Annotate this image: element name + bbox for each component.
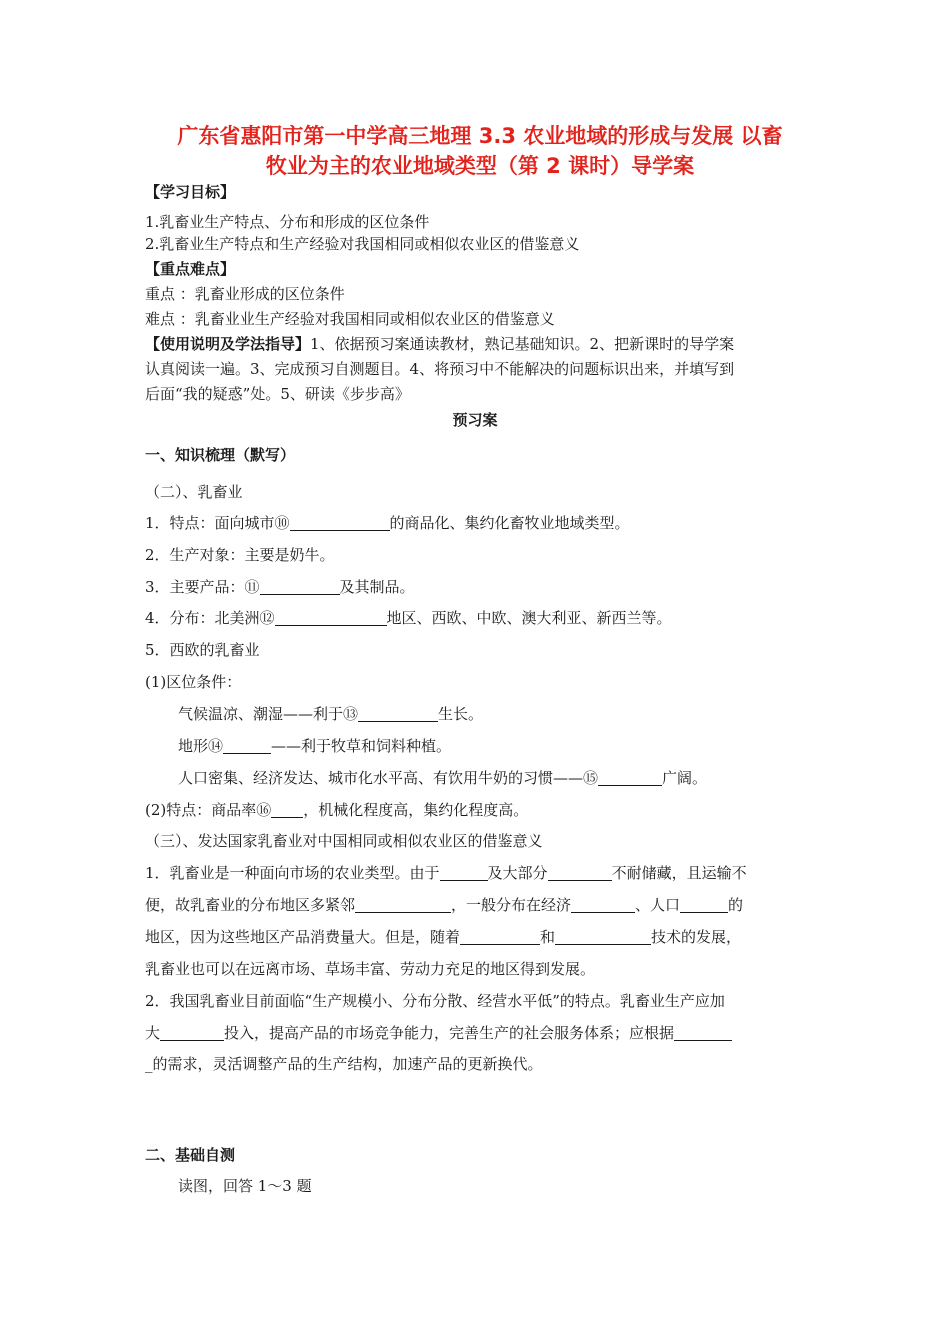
p1-text-c: 不耐储藏，且运输不	[611, 864, 747, 882]
item-1-text-b: 的商品化、集约化畜牧业地域类型。	[389, 514, 630, 532]
p1-text-a: 1．乳畜业是一种面向市场的农业类型。由于	[145, 864, 440, 882]
blank-p1-2[interactable]	[548, 864, 612, 881]
item-4-text-b: 地区、西欧、中欧、澳大利亚、新西兰等。	[386, 609, 672, 627]
key-point: 重点 ：乳畜业形成的区位条件	[145, 285, 345, 303]
item-1-text-a: 1．特点：面向城市⑩	[145, 514, 290, 532]
condition-terrain-text-c: 利于牧草和饲料种植。	[301, 737, 452, 755]
condition-market	[178, 767, 707, 789]
difficult-point: 难点 ：乳畜业业生产经验对我国相同或相似农业区的借鉴意义	[145, 310, 555, 328]
blank-14[interactable]	[223, 737, 271, 754]
blank-15[interactable]	[598, 769, 662, 786]
p3-text-b: 和	[540, 928, 556, 946]
objective-item-1: 1.乳畜业生产特点、分布和形成的区位条件	[145, 213, 430, 231]
location-conditions-label: (1)区位条件：	[145, 673, 242, 691]
section-1-heading: 一、知识梳理（默写）	[145, 446, 296, 464]
blank-13[interactable]	[358, 705, 438, 722]
paragraph-2-line-1: 2．我国乳畜业目前面临“生产规模小、分布分散、经营水平低”的特点。乳畜业生产应加	[145, 992, 725, 1010]
preview-heading: 预习案	[452, 411, 498, 429]
q2-text-c: 的市场竞争能力，完善生产的社会服务体系；应根据	[329, 1024, 675, 1042]
objectives-heading: 【学习目标】	[145, 183, 236, 201]
item-3-text-b: 及其制品。	[339, 578, 415, 596]
instructions-line-3: 后面“我的疑惑”处。5、研读《步步高》	[145, 385, 410, 403]
objective-item-2: 2.乳畜业生产特点和生产经验对我国相同或相似农业区的借鉴意义	[145, 235, 580, 253]
instructions-heading: 【使用说明及学法指导】	[145, 335, 311, 353]
blank-q2-2[interactable]	[674, 1024, 732, 1041]
section-2-instruction: 读图，回答 1～3 题	[178, 1177, 312, 1195]
condition-market-text-a: 人口密集、经济发达、城市化水平高、有饮用牛奶的习惯——⑮	[178, 769, 599, 787]
p2-text-c: 、人口	[635, 896, 681, 914]
key-points-heading: 【重点难点】	[145, 260, 236, 278]
features-text-b: ，机械化程度高，集约化程度高。	[303, 801, 529, 819]
item-5-west-europe: 5．西欧的乳畜业	[145, 641, 260, 659]
blank-p2-2[interactable]	[571, 896, 635, 913]
p3-text-a: 地区，因为这些地区产品消费量大。但是，随着	[145, 928, 461, 946]
item-1-characteristics	[145, 512, 630, 534]
p2-text-a: 便，故乳畜业的分布地区多紧邻	[145, 896, 356, 914]
item-2-production-target: 2．生产对象：主要是奶牛。	[145, 546, 335, 564]
instructions-text-1: 1、依据预习案通读教材，熟记基础知识。2、把新课时的导学案	[310, 335, 735, 353]
blank-p3-1[interactable]	[460, 928, 540, 945]
paragraph-1-line-4: 乳畜业也可以在远离市场、草场丰富、劳动力充足的地区得到发展。	[145, 960, 596, 978]
blank-p3-2[interactable]	[555, 928, 651, 945]
blank-11[interactable]	[260, 578, 340, 595]
blank-q2-1[interactable]	[160, 1024, 224, 1041]
condition-terrain-dash: ——	[271, 737, 302, 755]
document-title-line-1: 广东省惠阳市第一中学高三地理 3.3 农业地域的形成与发展 以畜	[177, 124, 783, 148]
blank-p2-1[interactable]	[355, 896, 451, 913]
instructions-line-1	[145, 333, 734, 355]
blank-10[interactable]	[290, 514, 390, 531]
item-4-distribution	[145, 607, 672, 629]
item-3-main-products	[145, 576, 415, 598]
p1-text-b: 及大部分	[487, 864, 548, 882]
blank-p2-3[interactable]	[680, 896, 728, 913]
section-1-sub-heading-3: （三）、发达国家乳畜业对中国相同或相似农业区的借鉴意义	[145, 832, 543, 850]
blank-16[interactable]	[271, 801, 303, 818]
condition-terrain-text-a: 地形⑭	[178, 737, 224, 755]
condition-terrain	[178, 735, 451, 757]
q2-text-b: 投入，提高产品	[224, 1024, 330, 1042]
document-title-line-2: 牧业为主的农业地域类型（第 2 课时）导学案	[265, 154, 695, 178]
p2-text-b: ，一般分布在经济	[451, 896, 572, 914]
features-line	[145, 799, 528, 821]
p3-text-c: 技术的发展，	[651, 928, 742, 946]
condition-climate-text-a: 气候温凉、潮湿——利于⑬	[178, 705, 359, 723]
paragraph-1-line-2	[145, 894, 743, 916]
paragraph-1-line-1	[145, 862, 747, 884]
condition-climate	[178, 703, 483, 725]
section-2-heading: 二、基础自测	[145, 1146, 236, 1164]
instructions-line-2: 认真阅读一遍。3、完成预习自测题目。4、将预习中不能解决的问题标识出来，并填写到	[145, 360, 735, 378]
features-text-a: (2)特点：商品率⑯	[145, 801, 272, 819]
blank-p1-1[interactable]	[440, 864, 488, 881]
section-1-sub-heading: （二）、乳畜业	[145, 483, 243, 501]
paragraph-2-line-3: _的需求，灵活调整产品的生产结构，加速产品的更新换代。	[145, 1055, 543, 1073]
q2-text-a: 大	[145, 1024, 161, 1042]
p2-text-d: 的	[728, 896, 744, 914]
blank-12[interactable]	[275, 609, 387, 626]
condition-market-text-b: 广阔。	[662, 769, 708, 787]
item-4-text-a: 4．分布：北美洲⑫	[145, 609, 275, 627]
item-3-text-a: 3．主要产品：⑪	[145, 578, 260, 596]
paragraph-2-line-2	[145, 1022, 732, 1044]
condition-climate-text-b: 生长。	[438, 705, 484, 723]
paragraph-1-line-3	[145, 926, 741, 948]
